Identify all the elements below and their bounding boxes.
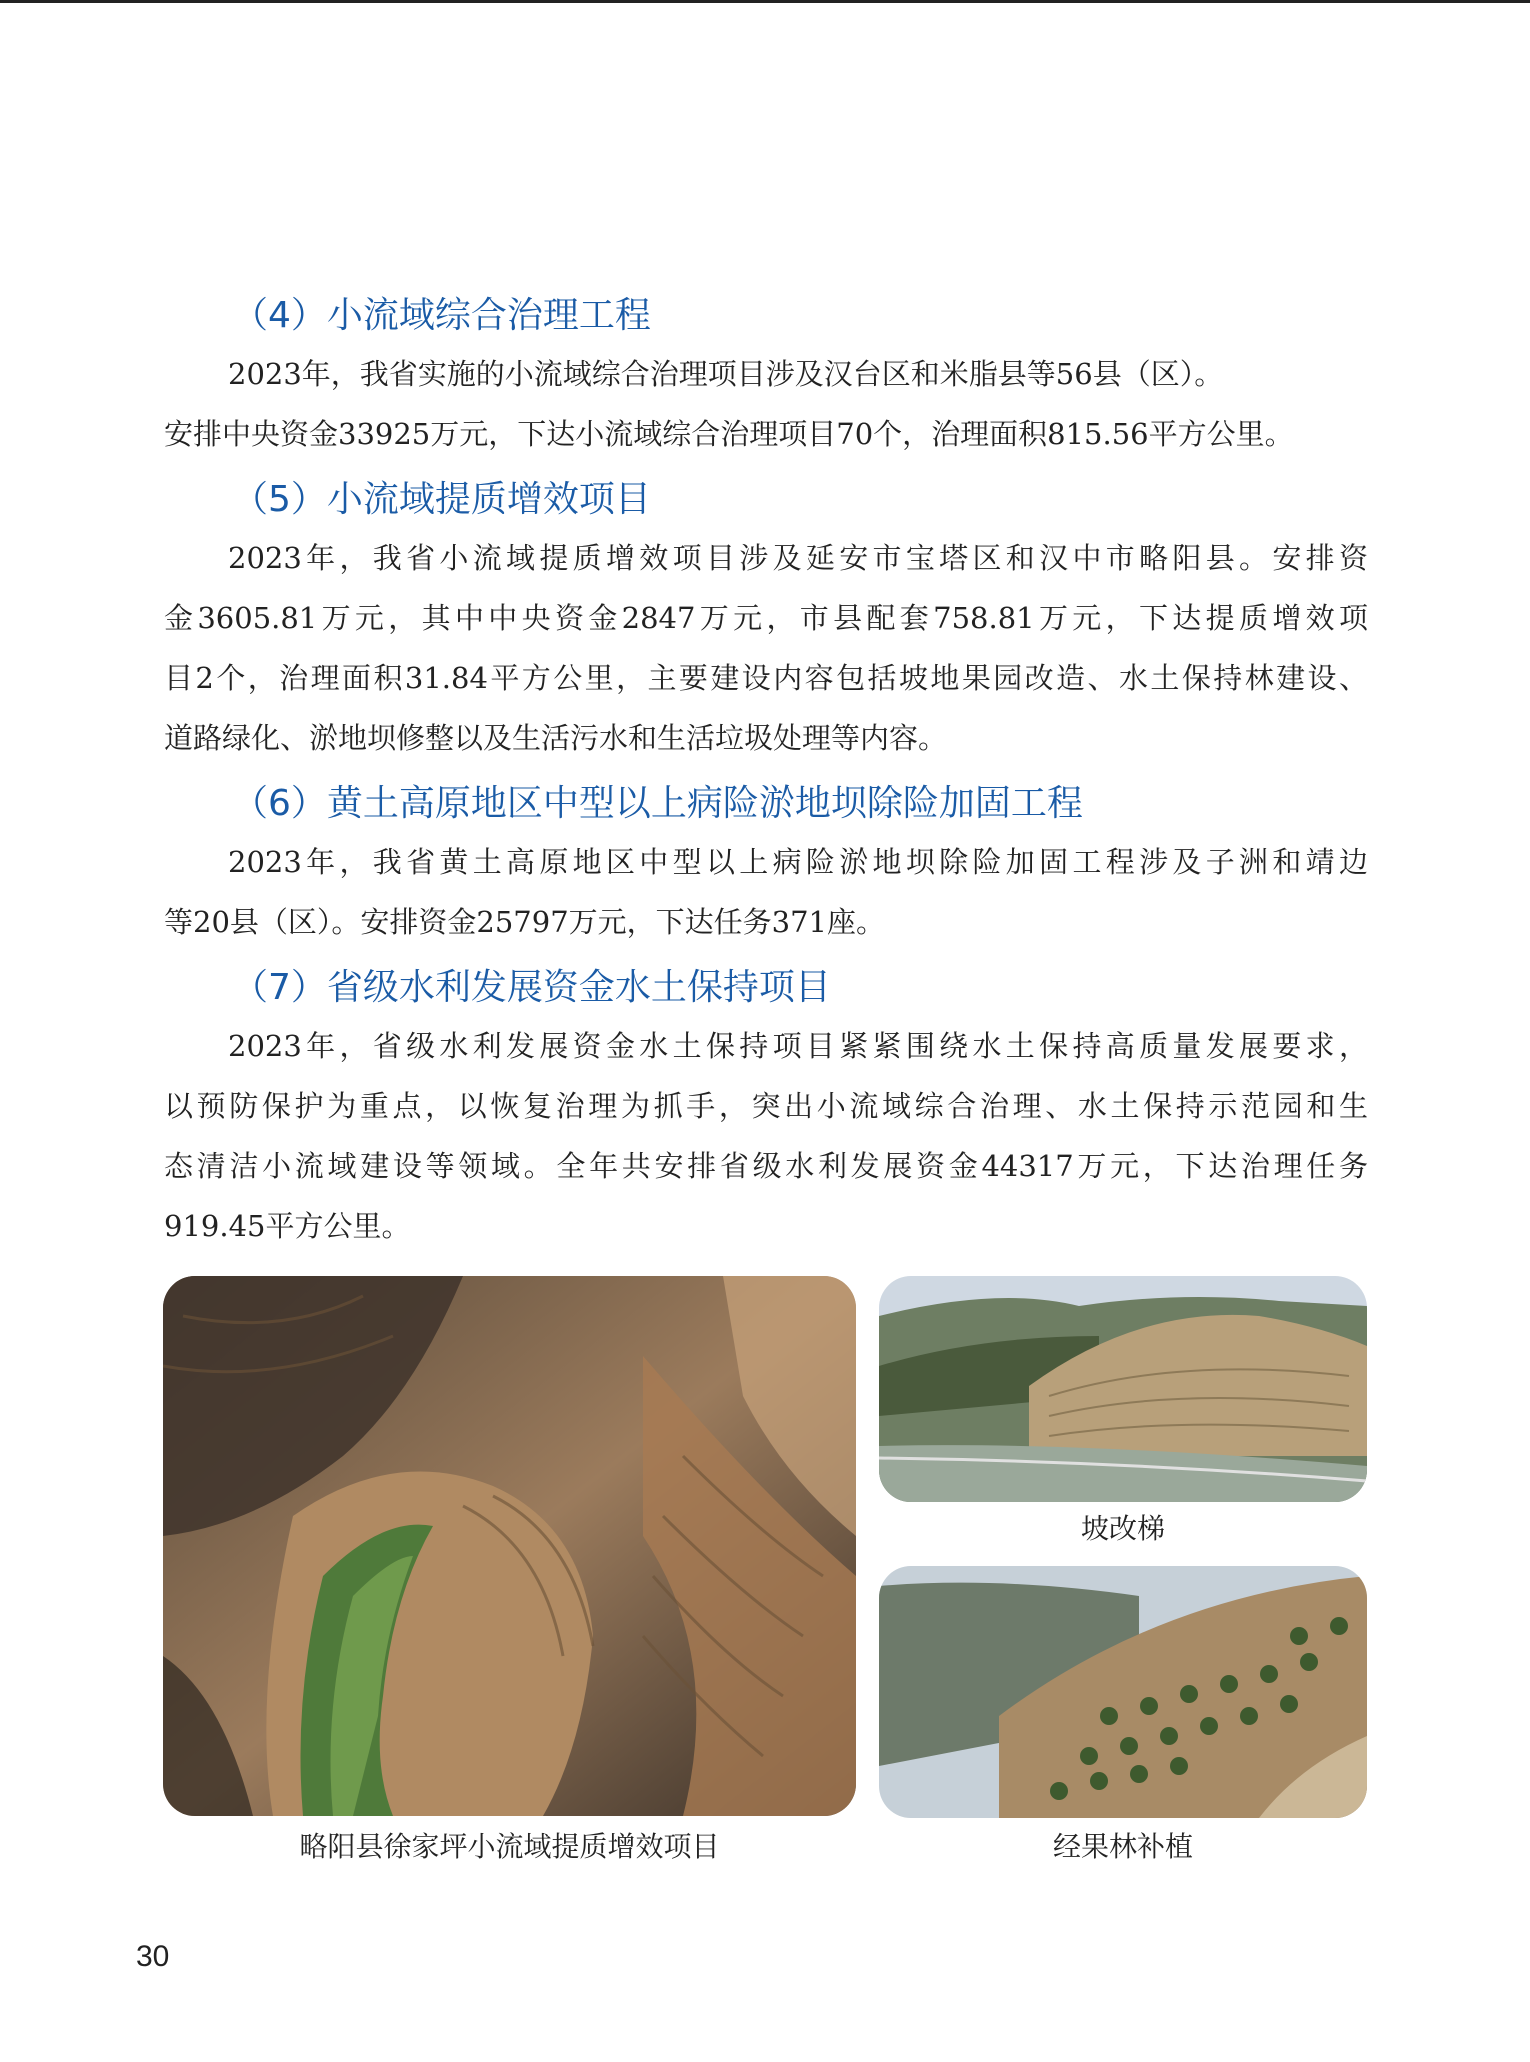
paragraph-line: 态清洁小流域建设等领域。全年共安排省级水利发展资金44317万元，下达治理任务 <box>164 1149 1368 1183</box>
section-title-6: （6）黄土高原地区中型以上病险淤地坝除险加固工程 <box>232 783 1083 824</box>
paragraph-line: 919.45平方公里。 <box>164 1209 411 1243</box>
paragraph-line: 2023年，我省黄土高原地区中型以上病险淤地坝除险加固工程涉及子洲和靖边 <box>228 845 1368 879</box>
paragraph-line: 等20县（区）。安排资金25797万元，下达任务371座。 <box>164 905 886 939</box>
paragraph-line: 安排中央资金33925万元，下达小流域综合治理项目70个，治理面积815.56平方公里。 <box>164 417 1294 451</box>
terraced-fields-aerial-photo <box>163 1276 856 1816</box>
section-title-4: （4）小流域综合治理工程 <box>232 295 651 336</box>
paragraph-line: 2023年，我省小流域提质增效项目涉及延安市宝塔区和汉中市略阳县。安排资 <box>228 541 1368 575</box>
paragraph-line: 金3605.81万元，其中中央资金2847万元，市县配套758.81万元，下达提质增效项 <box>164 601 1368 635</box>
section-title-7: （7）省级水利发展资金水土保持项目 <box>232 967 831 1008</box>
paragraph-line: 以预防保护为重点，以恢复治理为抓手，突出小流域综合治理、水土保持示范园和生 <box>164 1089 1368 1123</box>
orchard-replanting-photo <box>879 1566 1367 1818</box>
paragraph-line: 目2个，治理面积31.84平方公里，主要建设内容包括坡地果园改造、水土保持林建设、 <box>164 661 1368 695</box>
paragraph-line: 道路绿化、淤地坝修整以及生活污水和生活垃圾处理等内容。 <box>164 721 948 755</box>
top-right-photo-caption: 坡改梯 <box>1080 1512 1165 1545</box>
main-photo-caption: 略阳县徐家坪小流域提质增效项目 <box>299 1830 720 1863</box>
top-rule <box>0 0 1530 3</box>
page-number: 30 <box>136 1940 170 1973</box>
bottom-right-photo-caption: 经果林补植 <box>1052 1830 1193 1863</box>
paragraph-line: 2023年，我省实施的小流域综合治理项目涉及汉台区和米脂县等56县（区）。 <box>228 357 1224 391</box>
paragraph-line: 2023年，省级水利发展资金水土保持项目紧紧围绕水土保持高质量发展要求， <box>228 1029 1368 1063</box>
section-title-5: （5）小流域提质增效项目 <box>232 479 651 520</box>
slope-terrace-photo <box>879 1276 1367 1502</box>
